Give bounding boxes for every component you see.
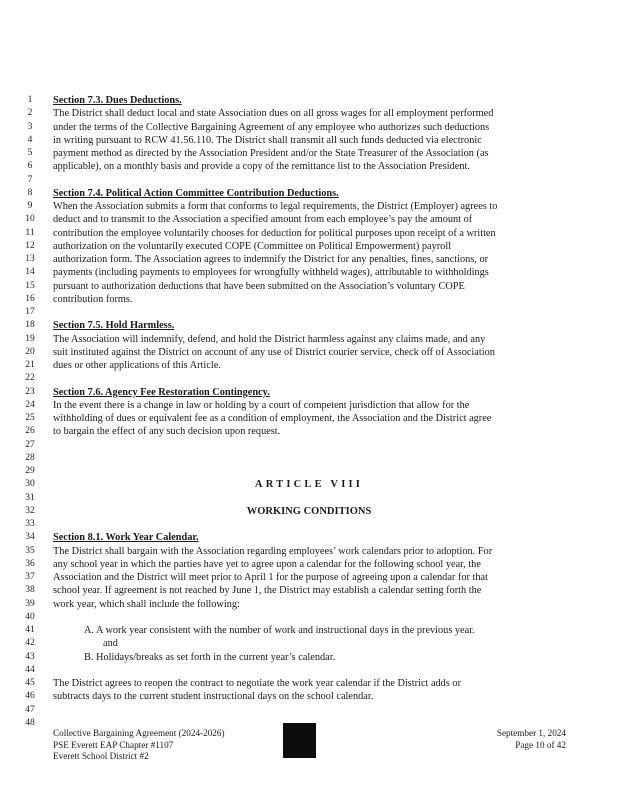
body-text: Association and the District will meet prior to April 1 for the purpose of agreeing upon a calendar for that bbox=[53, 572, 488, 583]
line-number: 28 bbox=[25, 452, 35, 463]
section-heading: Section 7.5. Hold Harmless. bbox=[53, 320, 175, 332]
line-46 bbox=[0, 690, 618, 703]
line-41 bbox=[0, 624, 618, 637]
body-text: A. A work year consistent with the number of work and instructional days in the previous year. bbox=[84, 625, 475, 636]
line-3 bbox=[0, 121, 618, 134]
article-heading: ARTICLE VIII bbox=[254, 479, 364, 491]
body-text: school year. If agreement is not reached by June 1, the District may establish a calendar setting forth the bbox=[53, 585, 482, 597]
body-text: any school year in which the parties have yet to agree upon a calendar for the following school year, the bbox=[53, 558, 481, 570]
redaction-block bbox=[283, 723, 316, 758]
line-42 bbox=[0, 637, 618, 650]
line-12 bbox=[0, 240, 618, 253]
section-heading: Section 7.6. Agency Fee Restoration Contingency. bbox=[53, 386, 270, 398]
line-number: 1 bbox=[27, 95, 33, 105]
line-25 bbox=[0, 412, 618, 425]
body-text: under the terms of the Collective Bargaining Agreement of any employee who authorizes such deductions bbox=[53, 121, 490, 133]
line-number: 15 bbox=[25, 280, 35, 291]
line-10 bbox=[0, 213, 618, 226]
line-number: 11 bbox=[25, 227, 35, 238]
line-number: 31 bbox=[25, 492, 35, 503]
line-number: 23 bbox=[25, 386, 35, 397]
line-number: 30 bbox=[25, 479, 35, 490]
body-text: contribution forms. bbox=[53, 293, 133, 305]
line-35 bbox=[0, 545, 618, 558]
body-text: deduct and to transmit to the Association a specified amount from each employee’s pay the amount of bbox=[53, 214, 473, 226]
line-number: 21 bbox=[25, 360, 35, 370]
article-heading: WORKING CONDITIONS bbox=[246, 505, 372, 517]
line-number: 40 bbox=[25, 611, 35, 622]
line-number: 39 bbox=[25, 598, 35, 609]
line-2 bbox=[0, 107, 618, 120]
line-7 bbox=[0, 174, 618, 187]
line-number: 35 bbox=[25, 545, 35, 556]
line-14 bbox=[0, 266, 618, 279]
line-number: 25 bbox=[25, 413, 35, 423]
body-text: The District agrees to reopen the contract to negotiate the work year calendar if the District adds or bbox=[53, 678, 461, 689]
line-18 bbox=[0, 319, 618, 332]
line-number: 46 bbox=[25, 691, 35, 702]
line-28 bbox=[0, 452, 618, 465]
footer-page-number: Page 10 of 42 bbox=[515, 739, 566, 750]
line-number: 10 bbox=[25, 214, 35, 225]
body-text: When the Association submits a form that conforms to legal requirements, the District (Employer) agrees to bbox=[53, 201, 498, 212]
line-number: 32 bbox=[25, 505, 35, 516]
line-number: 38 bbox=[25, 585, 35, 596]
line-number: 7 bbox=[27, 174, 33, 185]
line-8 bbox=[0, 187, 618, 200]
footer-district: Everett School District #2 bbox=[53, 751, 149, 761]
line-number: 13 bbox=[25, 254, 35, 264]
body-text: pursuant to authorization deductions that have been submitted on the Association’s voluntary COPE bbox=[53, 280, 465, 292]
line-number: 41 bbox=[25, 625, 35, 635]
body-text: work year, which shall include the following: bbox=[53, 598, 240, 610]
line-number: 8 bbox=[27, 187, 33, 198]
line-27 bbox=[0, 439, 618, 452]
body-text: payment method as directed by the Association President and/or the State Treasurer of the Association (as bbox=[53, 148, 489, 159]
body-text: to bargain the effect of any such decision upon request. bbox=[53, 426, 281, 438]
footer-date: September 1, 2024 bbox=[496, 728, 566, 738]
line-32 bbox=[0, 505, 618, 518]
body-text: withholding of dues or equivalent fee as a condition of employment, the Association and the District agree bbox=[53, 413, 492, 424]
line-20 bbox=[0, 346, 618, 359]
line-34 bbox=[0, 531, 618, 544]
body-text: authorization form. The Association agrees to indemnify the District for any penalties, fines, sanctions, or bbox=[53, 254, 489, 265]
line-40 bbox=[0, 611, 618, 624]
line-4 bbox=[0, 134, 618, 147]
line-number: 34 bbox=[25, 532, 35, 543]
line-number: 16 bbox=[25, 293, 35, 304]
line-number: 20 bbox=[25, 346, 35, 357]
body-text: and bbox=[103, 638, 118, 650]
line-number: 3 bbox=[27, 121, 33, 132]
line-1 bbox=[0, 94, 618, 107]
line-31 bbox=[0, 492, 618, 505]
body-text: applicable), on a monthly basis and provide a copy of the remittance list to the Association President. bbox=[53, 161, 470, 173]
line-47 bbox=[0, 704, 618, 717]
line-number: 47 bbox=[25, 704, 35, 715]
line-44 bbox=[0, 664, 618, 677]
line-5 bbox=[0, 147, 618, 160]
body-text: in writing pursuant to RCW 41.56.110. The District shall transmit all such funds deducted via electronic bbox=[53, 134, 482, 146]
line-number: 29 bbox=[25, 466, 35, 476]
line-26 bbox=[0, 425, 618, 438]
line-43 bbox=[0, 651, 618, 664]
line-number: 26 bbox=[25, 426, 35, 437]
line-21 bbox=[0, 359, 618, 372]
footer-right bbox=[497, 728, 566, 751]
body-text: dues or other applications of this Article. bbox=[53, 360, 221, 371]
line-number: 19 bbox=[25, 333, 35, 344]
line-number: 4 bbox=[27, 134, 33, 145]
body-text: suit instituted against the District on account of any use of District courier service, check off of Association bbox=[53, 346, 495, 358]
line-39 bbox=[0, 598, 618, 611]
body-text: The Association will indemnify, defend, and hold the District harmless against any claims made, and any bbox=[53, 333, 486, 345]
line-6 bbox=[0, 160, 618, 173]
line-number: 42 bbox=[25, 638, 35, 649]
line-number: 12 bbox=[25, 240, 35, 251]
line-number: 44 bbox=[25, 664, 35, 675]
line-23 bbox=[0, 386, 618, 399]
line-number: 14 bbox=[25, 267, 35, 278]
line-9 bbox=[0, 200, 618, 213]
line-number: 27 bbox=[25, 439, 35, 450]
line-13 bbox=[0, 253, 618, 266]
body-text: In the event there is a change in law or holding by a court of competent jurisdiction that allow for the bbox=[53, 399, 470, 411]
line-number: 6 bbox=[27, 161, 33, 172]
line-29 bbox=[0, 465, 618, 478]
body-text: subtracts days to the current student instructional days on the school calendar. bbox=[53, 691, 374, 703]
line-30 bbox=[0, 478, 618, 491]
footer-left bbox=[53, 728, 225, 763]
line-number: 9 bbox=[27, 201, 33, 211]
line-17 bbox=[0, 306, 618, 319]
line-38 bbox=[0, 584, 618, 597]
body-text: authorization on the voluntarily executed COPE (Committee on Political Empowerment) payroll bbox=[53, 240, 452, 252]
body-text: The District shall deduct local and state Association dues on all gross wages for all employment performed bbox=[53, 108, 494, 120]
body-text: payments (including payments to employees for wrongfully withheld wages), attributable to withholdings bbox=[53, 267, 489, 279]
line-15 bbox=[0, 280, 618, 293]
section-heading: Section 8.1. Work Year Calendar. bbox=[53, 532, 199, 544]
line-45 bbox=[0, 677, 618, 690]
footer-chapter: PSE Everett EAP Chapter #1107 bbox=[53, 739, 174, 750]
line-number: 24 bbox=[25, 399, 35, 410]
line-number: 33 bbox=[25, 519, 35, 529]
line-33 bbox=[0, 518, 618, 531]
line-number: 37 bbox=[25, 572, 35, 582]
line-11 bbox=[0, 227, 618, 240]
line-37 bbox=[0, 571, 618, 584]
line-number: 17 bbox=[25, 307, 35, 317]
line-number: 18 bbox=[25, 320, 35, 331]
footer-agreement-title: Collective Bargaining Agreement (2024-2026) bbox=[53, 728, 225, 738]
body-text: B. Holidays/breaks as set forth in the current year’s calendar. bbox=[84, 651, 336, 663]
section-heading: Section 7.4. Political Action Committee Contribution Deductions. bbox=[53, 187, 339, 199]
line-19 bbox=[0, 333, 618, 346]
line-24 bbox=[0, 399, 618, 412]
body-text: contribution the employee voluntarily chooses for deduction for political purposes upon receipt of a written bbox=[53, 227, 496, 239]
section-heading: Section 7.3. Dues Deductions. bbox=[53, 95, 182, 106]
body-text: The District shall bargain with the Association regarding employees’ work calendars prior to adoption. For bbox=[53, 545, 493, 557]
line-number: 5 bbox=[27, 148, 33, 158]
line-36 bbox=[0, 558, 618, 571]
line-number: 22 bbox=[25, 373, 35, 384]
line-number: 2 bbox=[27, 108, 33, 119]
line-number: 43 bbox=[25, 651, 35, 662]
line-number: 45 bbox=[25, 678, 35, 688]
line-number: 36 bbox=[25, 558, 35, 569]
line-22 bbox=[0, 372, 618, 385]
line-16 bbox=[0, 293, 618, 306]
line-number: 48 bbox=[25, 717, 35, 728]
